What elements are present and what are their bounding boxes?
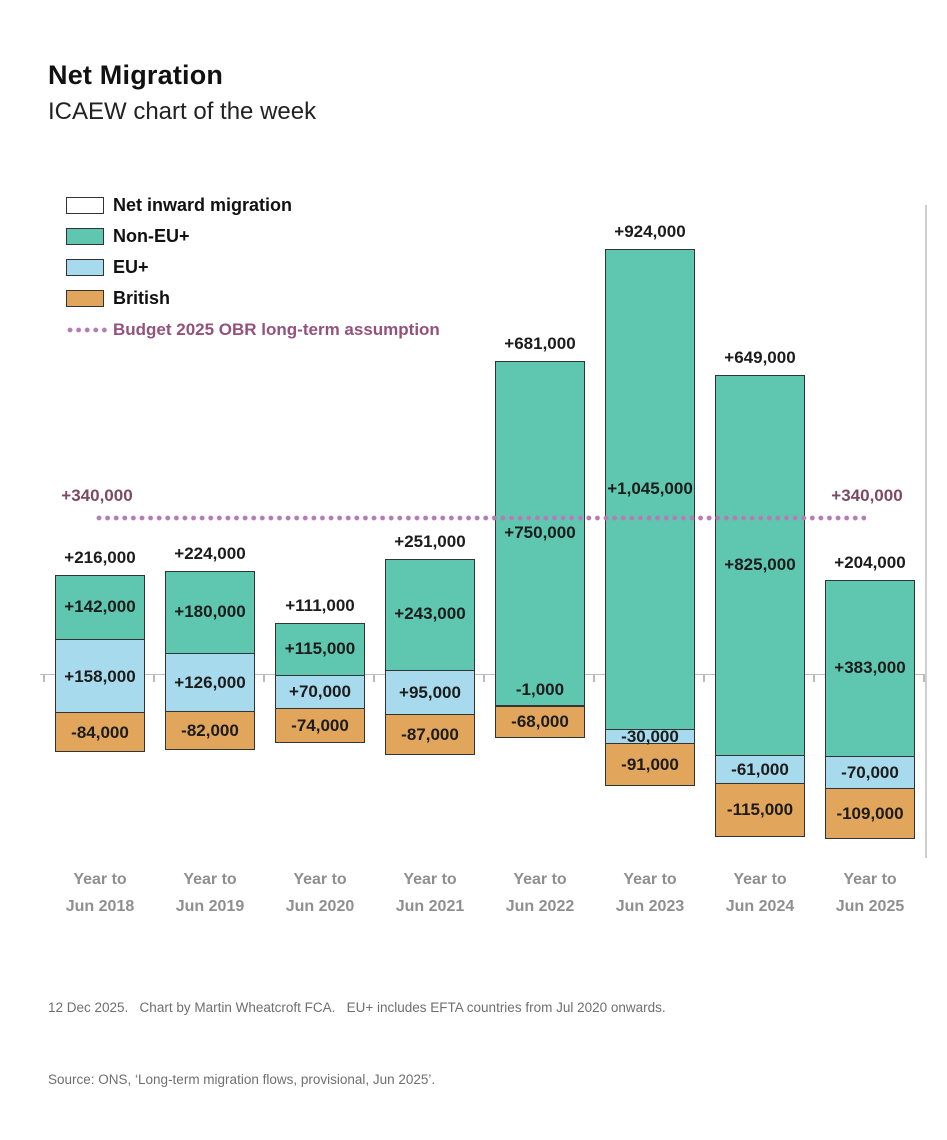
bar-total-label: +251,000 bbox=[394, 531, 466, 551]
segment-value-label: +142,000 bbox=[64, 597, 136, 617]
dotted-line-icon bbox=[66, 327, 108, 333]
segment-value-label: -70,000 bbox=[841, 763, 899, 783]
segment-value-label: +70,000 bbox=[289, 682, 351, 702]
legend-label: British bbox=[113, 288, 171, 308]
legend-label: Net inward migration bbox=[113, 195, 293, 215]
x-axis-category-label bbox=[700, 866, 820, 920]
x-axis-category-label bbox=[590, 866, 710, 920]
x-axis-category-label bbox=[150, 866, 270, 920]
segment-value-label: +95,000 bbox=[399, 682, 461, 702]
bar-total-label: +224,000 bbox=[174, 544, 246, 564]
x-axis-tick bbox=[373, 675, 375, 682]
x-label-line2: Jun 2020 bbox=[285, 898, 355, 915]
x-axis-category-label bbox=[370, 866, 490, 920]
legend-label: Non-EU+ bbox=[113, 226, 190, 246]
x-label-line2: Jun 2021 bbox=[395, 898, 465, 915]
x-label-line2: Jun 2022 bbox=[505, 898, 575, 915]
legend-item-net-inward bbox=[66, 190, 440, 221]
x-label-line1: Year to bbox=[843, 871, 897, 888]
bar-total-label: +649,000 bbox=[724, 348, 796, 368]
legend-item-obr-line bbox=[66, 314, 440, 345]
x-label-line1: Year to bbox=[183, 871, 237, 888]
obr-line-label-left: +340,000 bbox=[61, 485, 133, 505]
x-axis-category-label bbox=[480, 866, 600, 920]
x-label-line1: Year to bbox=[293, 871, 347, 888]
footnote-line-1: 12 Dec 2025. Chart by Martin Wheatcroft FCA. EU+ includes EFTA countries from Jul 2020 onwards. bbox=[48, 1000, 666, 1015]
segment-value-label: +383,000 bbox=[834, 658, 906, 678]
x-label-line1: Year to bbox=[403, 871, 457, 888]
x-label-line1: Year to bbox=[623, 871, 677, 888]
segment-value-label: +180,000 bbox=[174, 602, 246, 622]
x-label-line2: Jun 2019 bbox=[175, 898, 245, 915]
x-axis-category-label bbox=[40, 866, 160, 920]
segment-value-label: -84,000 bbox=[71, 722, 129, 742]
footnote-line-2: Source: ONS, ‘Long-term migration flows, provisional, Jun 2025’. bbox=[48, 1072, 436, 1087]
plot-right-border bbox=[925, 205, 927, 858]
segment-value-label: +158,000 bbox=[64, 666, 136, 686]
segment-value-label: +1,045,000 bbox=[607, 478, 693, 498]
x-axis-tick bbox=[703, 675, 705, 682]
x-axis-category-label bbox=[810, 866, 930, 920]
segment-value-label: +825,000 bbox=[724, 555, 796, 574]
segment-value-label: -87,000 bbox=[401, 724, 459, 744]
segment-value-label: +750,000 bbox=[504, 522, 576, 542]
x-axis-category-label bbox=[260, 866, 380, 920]
segment-value-label: +126,000 bbox=[174, 673, 246, 693]
bar-total-label: +681,000 bbox=[504, 333, 576, 353]
x-label-line1: Year to bbox=[513, 871, 567, 888]
segment-value-label: -61,000 bbox=[731, 759, 789, 779]
obr-line-label-right: +340,000 bbox=[831, 485, 903, 505]
bar-total-label: +111,000 bbox=[285, 596, 355, 616]
page-subtitle: ICAEW chart of the week bbox=[48, 98, 317, 125]
net-inward-swatch bbox=[66, 197, 104, 214]
legend bbox=[66, 190, 440, 345]
segment-value-label: -109,000 bbox=[836, 804, 904, 824]
segment-value-label: -1,000 bbox=[515, 680, 565, 700]
segment-value-label: -74,000 bbox=[291, 715, 349, 735]
segment-value-label: +243,000 bbox=[394, 604, 466, 624]
segment-value-label: -91,000 bbox=[621, 755, 679, 775]
bar-total-label: +924,000 bbox=[614, 221, 686, 241]
non-eu-swatch bbox=[66, 228, 104, 245]
obr-reference-dotted-line bbox=[95, 515, 866, 521]
british-swatch bbox=[66, 290, 104, 307]
legend-line-label: Budget 2025 OBR long-term assumption bbox=[113, 319, 440, 339]
legend-item-eu bbox=[66, 252, 440, 283]
bar-total-label: +216,000 bbox=[64, 547, 136, 567]
x-label-line2: Jun 2024 bbox=[725, 898, 795, 915]
x-label-line1: Year to bbox=[73, 871, 127, 888]
x-label-line2: Jun 2025 bbox=[835, 898, 905, 915]
x-label-line2: Jun 2018 bbox=[65, 898, 135, 915]
bar-total-label: +204,000 bbox=[834, 553, 906, 573]
chart-footnote bbox=[48, 948, 666, 1140]
legend-label: EU+ bbox=[113, 257, 149, 277]
eu-swatch bbox=[66, 259, 104, 276]
segment-value-label: -30,000 bbox=[621, 727, 679, 747]
x-label-line2: Jun 2023 bbox=[615, 898, 685, 915]
page-title: Net Migration bbox=[48, 60, 224, 90]
segment-value-label: -82,000 bbox=[181, 721, 239, 741]
segment-value-label: +115,000 bbox=[284, 639, 356, 659]
segment-value-label: -115,000 bbox=[726, 800, 794, 820]
segment-value-label: -68,000 bbox=[511, 712, 569, 732]
x-label-line1: Year to bbox=[733, 871, 787, 888]
legend-item-british bbox=[66, 283, 440, 314]
legend-item-non-eu bbox=[66, 221, 440, 252]
